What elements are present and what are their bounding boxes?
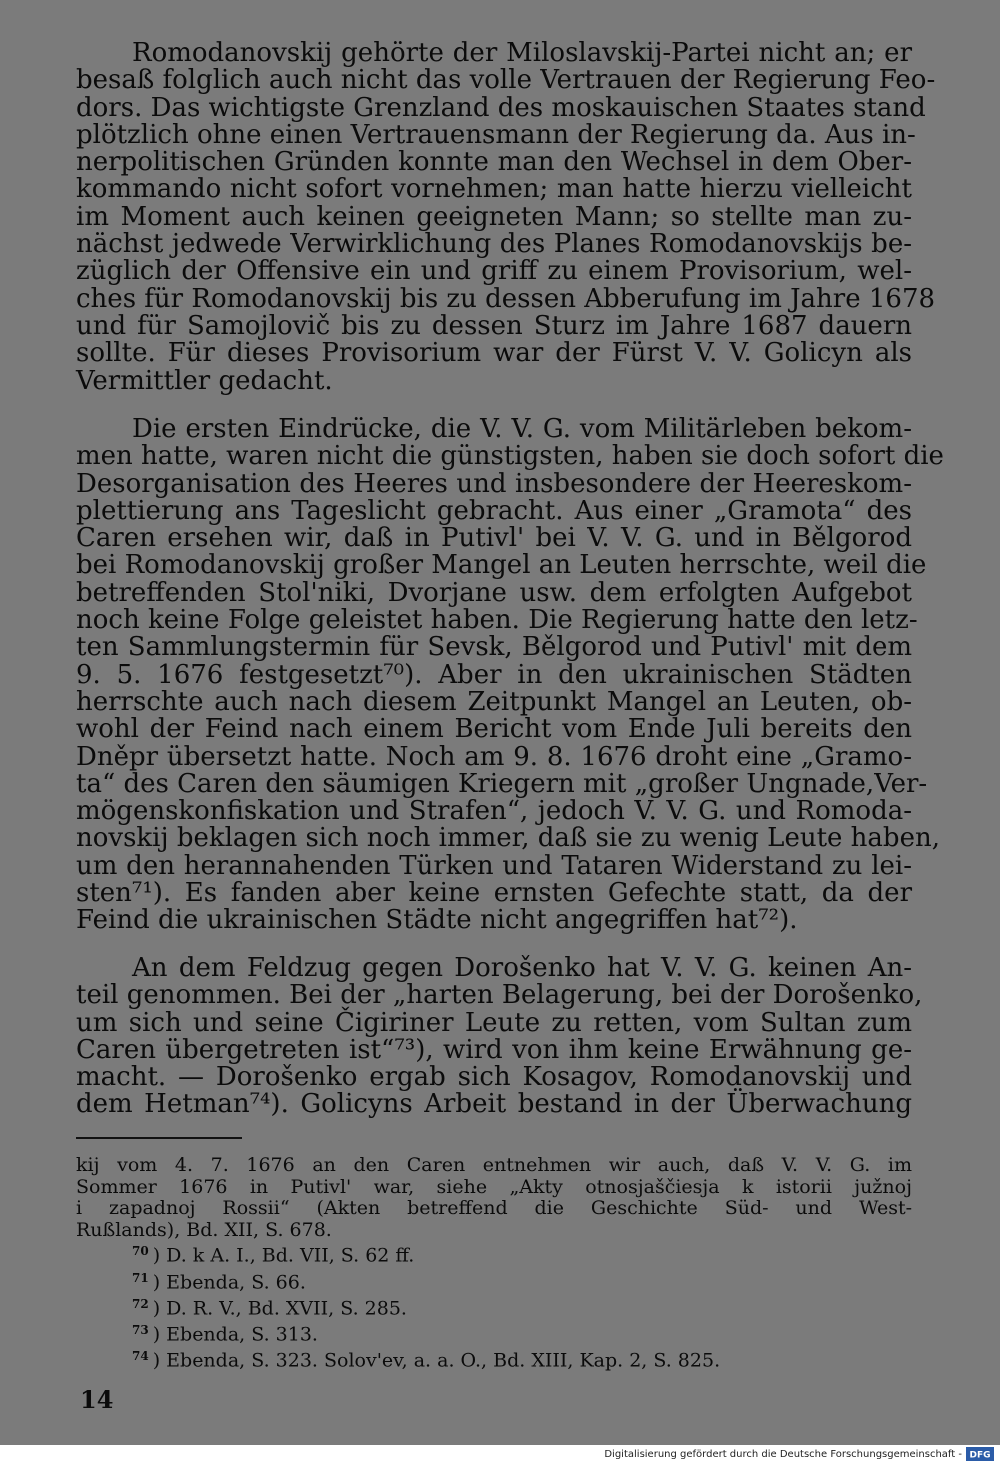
dfg-logo-icon [966, 1447, 994, 1461]
footnote-number: 73 [132, 1322, 149, 1337]
text-line: plettierung ans Tageslicht gebracht. Aus einer „Gramota“ des [76, 495, 912, 526]
text-line: um den herannahenden Türken und Tataren Widerstand zu lei- [76, 850, 912, 881]
footnote-70 [76, 1241, 912, 1267]
text-line: macht. — Dorošenko ergab sich Kosagov, Romodanovskij und [76, 1062, 912, 1093]
text-line: wohl der Feind nach einem Bericht vom Ende Juli bereits den [76, 714, 912, 745]
text-line: sollte. Für dieses Provisorium war der Fürst V. V. Golicyn als [76, 338, 912, 369]
body-paragraph-1 [76, 38, 936, 396]
text-line: ches für Romodanovskij bis zu dessen Abberufung im Jahre 1678 [76, 283, 936, 314]
text-line: bei Romodanovskij großer Mangel an Leuten herrschte, weil die [76, 550, 927, 581]
text-line: noch keine Folge geleistet haben. Die Regierung hatte den letz- [76, 605, 918, 636]
text-line: betreffenden Stol'niki, Dvorjane usw. dem erfolgten Aufgebot [76, 577, 912, 608]
footnote-line: i zapadnoj Rossii“ (Akten betreffend die Geschichte Süd- und West- [76, 1197, 912, 1220]
text-line: Caren übergetreten ist“⁷³), wird von ihm keine Erwähnung ge- [76, 1034, 912, 1065]
text-line: züglich der Offensive ein und griff zu einem Provisorium, wel- [76, 256, 912, 287]
text-line: und für Samojlovič bis zu dessen Sturz im Jahre 1687 dauern [76, 310, 912, 341]
text-line: dem Hetman⁷⁴). Golicyns Arbeit bestand in der Überwachung [76, 1089, 912, 1120]
footnote-number: 74 [132, 1349, 149, 1364]
text-line: herrschte auch nach diesem Zeitpunkt Mangel an Leuten, ob- [76, 686, 912, 717]
text-line: kommando nicht sofort vornehmen; man hatte hierzu vielleicht [76, 174, 912, 205]
text-line: Die ersten Eindrücke, die V. V. G. vom Militärleben bekom- [132, 414, 912, 444]
footnote-number: 71 [132, 1270, 149, 1285]
footnote-line: Rußlands), Bd. XII, S. 678. [76, 1218, 332, 1241]
page-number: 14 [80, 1385, 114, 1414]
funding-credit: Digitalisierung gefördert durch die Deutsche Forschungsgemeinschaft - [604, 1449, 962, 1460]
footnote-line: kij vom 4. 7. 1676 an den Caren entnehmen wir auch, daß V. V. G. im [76, 1154, 912, 1176]
footnote-text: ) Ebenda, S. 323. Solov'ev, a. a. O., Bd. XIII, Kap. 2, S. 825. [152, 1349, 721, 1372]
footnote-divider [76, 1137, 242, 1139]
text-line: men hatte, waren nicht die günstigsten, haben sie doch sofort die [76, 441, 944, 472]
text-line: dors. Das wichtigste Grenzland des moskauischen Staates stand [76, 92, 926, 123]
text-line: um sich und seine Čigiriner Leute zu retten, vom Sultan zum [76, 1007, 912, 1038]
footnote-continuation [76, 1155, 912, 1241]
footnote-text: ) Ebenda, S. 313. [152, 1323, 318, 1346]
footnote-text: ) Ebenda, S. 66. [152, 1271, 306, 1294]
text-line: teil genommen. Bei der „harten Belagerung, bei der Dorošenko, [76, 980, 923, 1011]
footnote-74 [76, 1346, 912, 1372]
text-line: ta“ des Caren den säumigen Kriegern mit „großer Ungnade,Ver- [76, 768, 928, 799]
text-line: im Moment auch keinen geeigneten Mann; so stellte man zu- [76, 201, 912, 232]
text-line: mögenskonfiskation und Strafen“, jedoch V. V. G. und Romoda- [76, 796, 912, 827]
text-line: An dem Feldzug gegen Dorošenko hat V. V. G. keinen An- [132, 953, 912, 983]
text-line: Dněpr übersetzt hatte. Noch am 9. 8. 1676 droht eine „Gramo- [76, 741, 912, 772]
text-line: Vermittler gedacht. [76, 365, 333, 396]
footnote-72 [76, 1294, 912, 1320]
footnote-text: ) D. k A. I., Bd. VII, S. 62 ff. [152, 1244, 415, 1267]
dfg-logo-text: DFG [969, 1450, 991, 1461]
footnotes [76, 1155, 912, 1372]
text-line: ten Sammlungstermin für Sevsk, Bělgorod und Putivl' mit dem [76, 632, 912, 663]
text-line: nächst jedwede Verwirklichung des Planes Romodanovskijs be- [76, 229, 912, 260]
text-line: plötzlich ohne einen Vertrauensmann der Regierung da. Aus in- [76, 119, 916, 150]
footnote-text: ) D. R. V., Bd. XVII, S. 285. [152, 1297, 407, 1320]
text-line: novskij beklagen sich noch immer, daß sie zu wenig Leute haben, [76, 823, 940, 854]
text-line: Caren ersehen wir, daß in Putivl' bei V. V. G. und in Bělgorod [76, 523, 912, 554]
text-line: Romodanovskij gehörte der Miloslavskij-Partei nicht an; er [132, 38, 912, 68]
text-line: sten⁷¹). Es fanden aber keine ernsten Gefechte statt, da der [76, 878, 912, 909]
footnote-line: Sommer 1676 in Putivl' war, siehe „Akty otnosjaščiesja k istorii južnoj [76, 1175, 912, 1198]
text-line: Feind die ukrainischen Städte nicht angegriffen hat⁷²). [76, 905, 798, 936]
body-paragraph-2 [76, 414, 944, 936]
text-line: nerpolitischen Gründen konnte man den Wechsel in dem Ober- [76, 147, 912, 178]
footnote-number: 72 [132, 1296, 149, 1311]
text-line: 9. 5. 1676 festgesetzt⁷⁰). Aber in den ukrainischen Städten [76, 659, 912, 690]
footnote-71 [76, 1268, 912, 1294]
footnote-number: 70 [132, 1244, 149, 1259]
text-line: Desorganisation des Heeres und insbesondere der Heereskom- [76, 468, 912, 499]
footnote-73 [76, 1320, 912, 1346]
text-line: besaß folglich auch nicht das volle Vertrauen der Regierung Feo- [76, 65, 936, 96]
body-paragraph-3 [76, 953, 923, 1120]
